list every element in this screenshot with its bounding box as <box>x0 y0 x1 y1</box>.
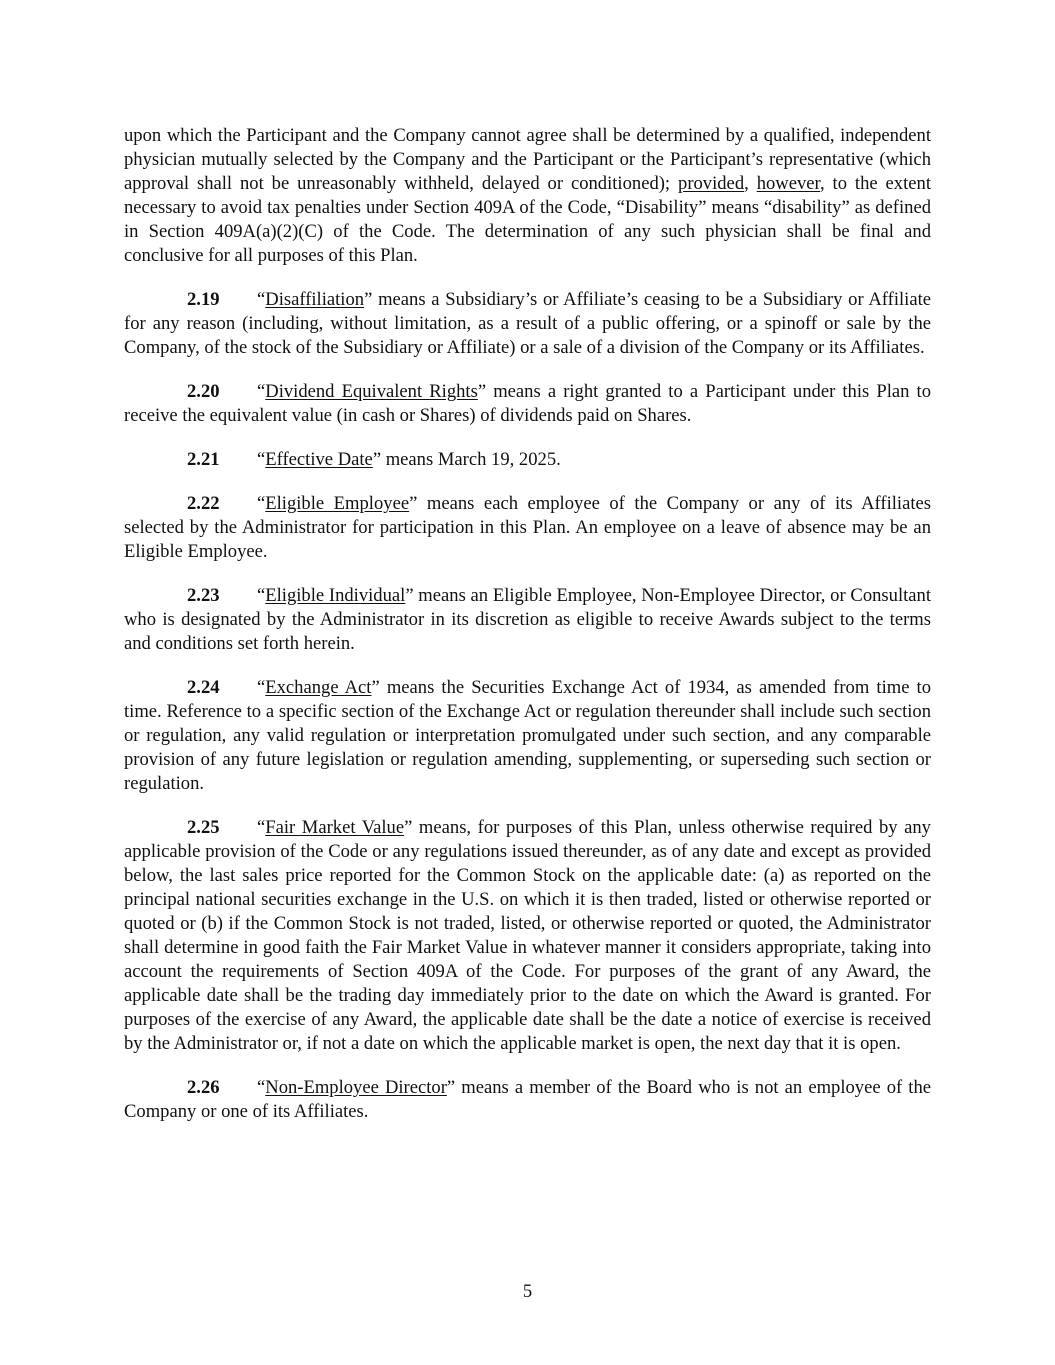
section-number: 2.22 <box>187 493 220 514</box>
section-number: 2.20 <box>187 381 220 402</box>
definition-text: ” means a Subsidiary’s or Affiliate’s ceasing to be a Subsidiary or Affiliate for any reason (including, without limitation, as a result of a public offering, or a spinoff or sale by the Company, of the stock of the Subsidiary or Affiliate) or a sale of a division of the Company or its Affiliates. <box>124 289 931 358</box>
defined-term: Disaffiliation <box>265 289 365 310</box>
definition-text: ” means the Securities Exchange Act of 1934, as amended from time to time. Reference to a specific section of the Exchange Act or regulation thereunder shall include such section or regulation, any valid regulation or interpretation promulgated under such section, and any comparable provision of any future legislation or regulation amending, supplementing, or superseding such section or regulation. <box>124 677 931 794</box>
definition-text: ” means, for purposes of this Plan, unless otherwise required by any applicable provision of the Code or any regulations issued thereunder, as of any date and except as provided below, the last sales price reported for the Common Stock on the applicable date: (a) as reported on the principal national securities exchange in the U.S. on which it is then traded, listed or otherwise reported or quoted or (b) if the Common Stock is not traded, listed, or otherwise reported or quoted, the Administrator shall determine in good faith the Fair Market Value in whatever manner it considers appropriate, taking into account the requirements of Section 409A of the Code. For purposes of the grant of any Award, the applicable date shall be the trading day immediately prior to the date on which the Award is granted. For purposes of the exercise of any Award, the applicable date shall be the date a notice of exercise is received by the Administrator or, if not a date on which the applicable market is open, the next day that it is open. <box>124 817 931 1054</box>
section-2-24 <box>124 676 931 796</box>
open-quote: “ <box>257 1077 266 1098</box>
defined-term: Eligible Employee <box>265 493 410 514</box>
page-number: 5 <box>522 1281 533 1302</box>
intro-paragraph <box>124 124 931 268</box>
defined-term: Fair Market Value <box>265 817 405 838</box>
open-quote: “ <box>257 449 266 470</box>
definition-text: ” means March 19, 2025. <box>372 449 561 470</box>
defined-term: Non-Employee Director <box>265 1077 447 1098</box>
however-term: however <box>756 173 820 194</box>
section-2-19 <box>124 288 931 360</box>
definition-text: ” means a right granted to a Participant under this Plan to receive the equivalent value (in cash or Shares) of dividends paid on Shares. <box>124 381 932 426</box>
section-number: 2.26 <box>187 1077 220 1098</box>
definition-text: ” means an Eligible Employee, Non-Employee Director, or Consultant who is designated by the Administrator in its discretion as eligible to receive Awards subject to the terms and conditions set forth herein. <box>124 585 931 654</box>
section-2-26 <box>124 1076 931 1124</box>
section-number: 2.25 <box>187 817 220 838</box>
defined-term: Eligible Individual <box>265 585 406 606</box>
intro-comma: , <box>744 173 757 194</box>
defined-term: Effective Date <box>265 449 373 470</box>
section-2-23 <box>124 584 931 656</box>
provided-term: provided <box>678 173 745 194</box>
section-number: 2.19 <box>187 289 220 310</box>
intro-text-1: upon which the Participant and the Company cannot agree shall be determined by a qualified, independent physician mutually selected by the Company and the Participant or the Participant’s representative (which approval shall not be unreasonably withheld, delayed or conditioned); <box>124 125 931 194</box>
open-quote: “ <box>257 817 266 838</box>
document-page <box>124 124 931 1144</box>
open-quote: “ <box>257 677 266 698</box>
section-2-22 <box>124 492 931 564</box>
intro-text-2: , to the extent necessary to avoid tax penalties under Section 409A of the Code, “Disability” means “disability” as defined in Section 409A(a)(2)(C) of the Code. The determination of any such physician shall be final and conclusive for all purposes of this Plan. <box>124 173 931 266</box>
defined-term: Dividend Equivalent Rights <box>265 381 478 402</box>
section-2-20 <box>124 380 931 428</box>
open-quote: “ <box>257 381 266 402</box>
open-quote: “ <box>257 493 266 514</box>
definition-text: ” means each employee of the Company or any of its Affiliates selected by the Administrator for participation in this Plan. An employee on a leave of absence may be an Eligible Employee. <box>124 493 931 562</box>
section-number: 2.23 <box>187 585 220 606</box>
defined-term: Exchange Act <box>265 677 372 698</box>
definition-text: ” means a member of the Board who is not an employee of the Company or one of its Affiliates. <box>124 1077 931 1122</box>
section-number: 2.21 <box>187 449 220 470</box>
section-2-21 <box>124 448 931 472</box>
open-quote: “ <box>257 585 266 606</box>
section-number: 2.24 <box>187 677 220 698</box>
section-2-25 <box>124 816 931 1056</box>
open-quote: “ <box>257 289 266 310</box>
